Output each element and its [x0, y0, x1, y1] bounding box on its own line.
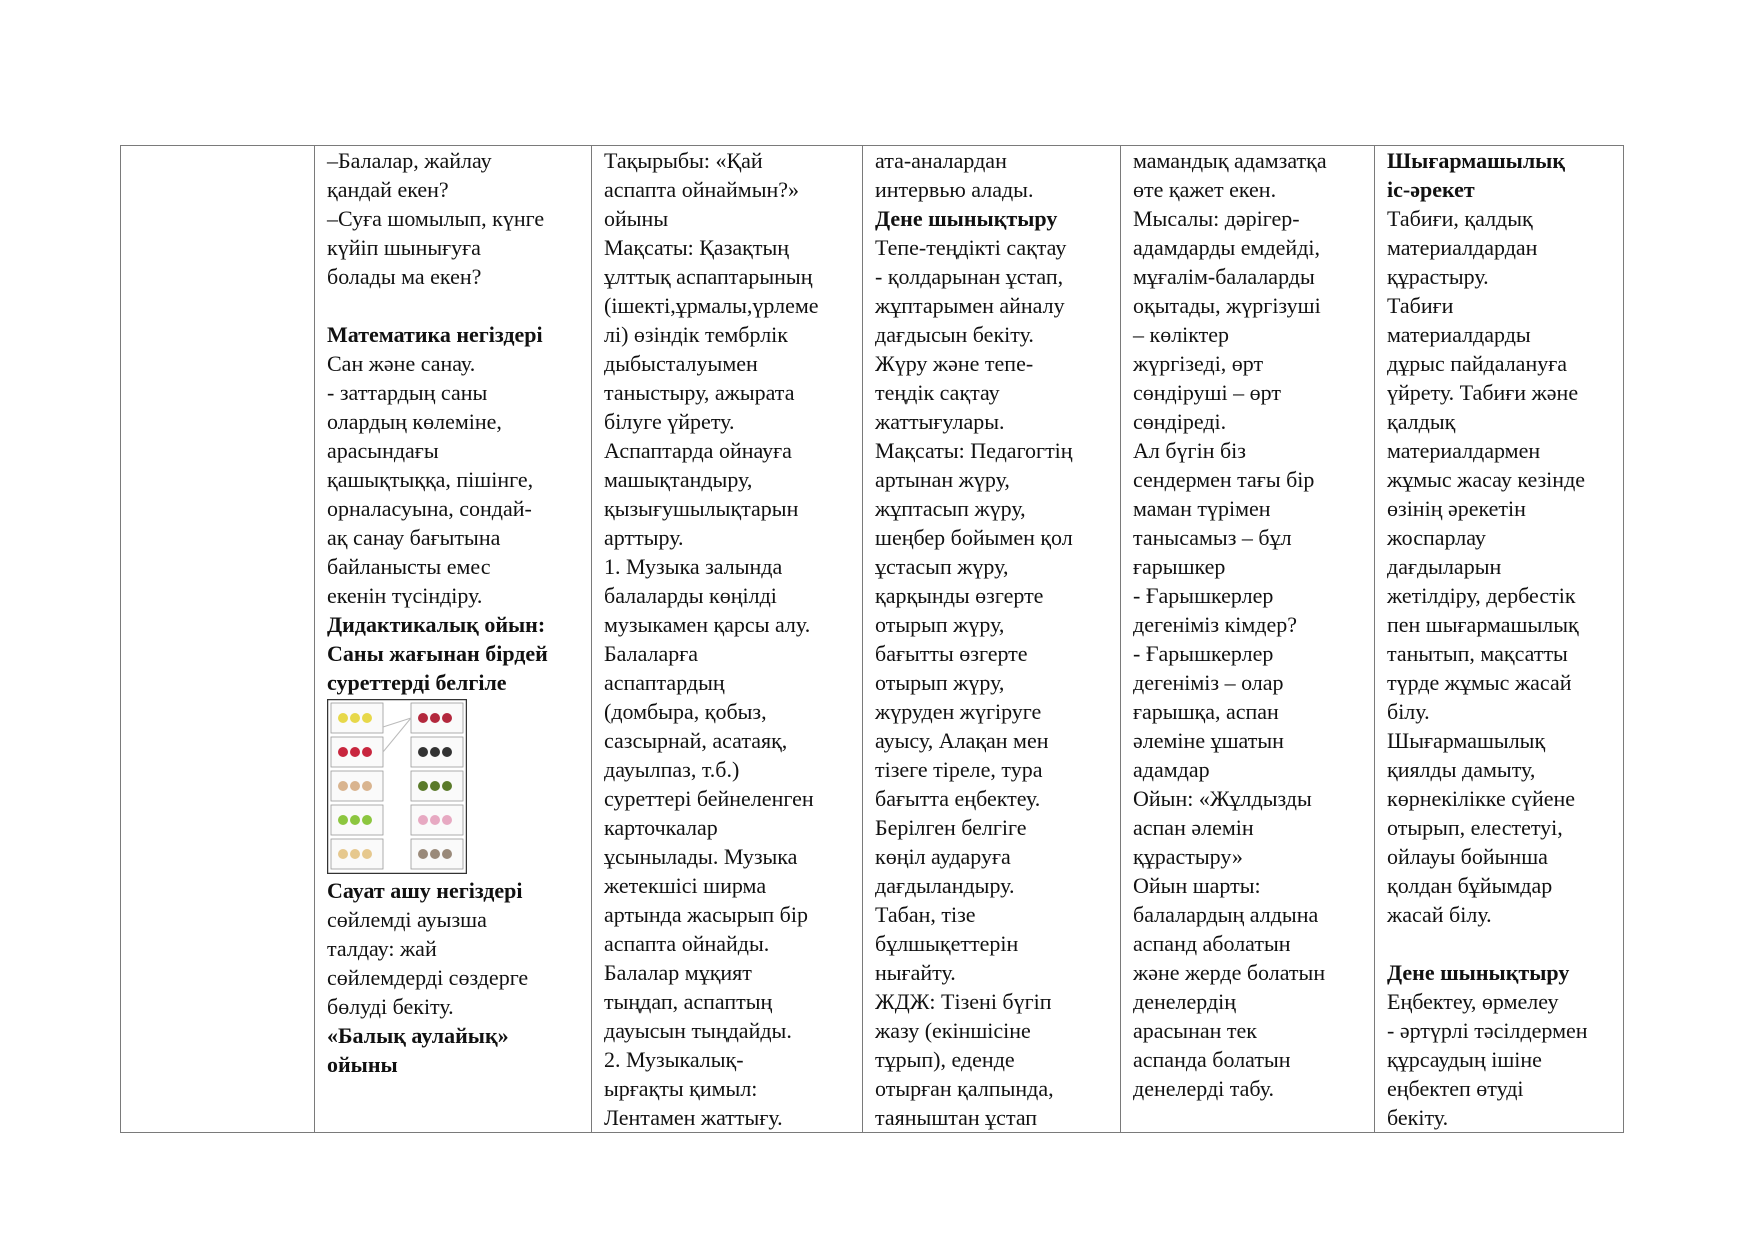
- text-line: Дидактикалық ойын:: [327, 612, 546, 637]
- text-line: жетекшісі ширма: [604, 873, 767, 898]
- text-line: іс-әрекет: [1387, 177, 1475, 202]
- text-line: суреттерді белгіле: [327, 670, 507, 695]
- text-line: ұстасып жүру,: [875, 554, 1009, 579]
- text-line: Дене шынықтыру: [1387, 960, 1570, 985]
- text-line: жоспарлау: [1387, 525, 1486, 550]
- text-line: оқытады, жүргізуші: [1133, 293, 1321, 318]
- text-line: музыкамен қарсы алу.: [604, 612, 811, 637]
- text-line: отырып жүру,: [875, 670, 1005, 695]
- text-line: құрастыру»: [1133, 844, 1243, 869]
- text-line: дегеніміз – олар: [1133, 670, 1284, 695]
- text-line: балалардың алдына: [1133, 902, 1319, 927]
- text-line: отырып, елестетуі,: [1387, 815, 1563, 840]
- text-line: дегеніміз кімдер?: [1133, 612, 1298, 637]
- text-line: нығайту.: [875, 960, 956, 985]
- text-line: болады ма екен?: [327, 264, 482, 289]
- text-line: Табан, тізе: [875, 902, 976, 927]
- text-line: ұлттық аспаптарының: [604, 264, 813, 289]
- text-line: жүруден жүгіруге: [875, 699, 1042, 724]
- text-line: жазу (екіншісіне: [875, 1018, 1031, 1043]
- text-line: жетілдіру, дербестік: [1387, 583, 1576, 608]
- text-line: теңдік сақтау: [875, 380, 1000, 405]
- text-line: (ішекті,ұрмалы,үрлеме: [604, 293, 819, 318]
- text-line: (домбыра, қобыз,: [604, 699, 767, 724]
- text-line: ойыны: [327, 1052, 398, 1077]
- text-line: ғарышқа, аспан: [1133, 699, 1279, 724]
- text-line: бағытты өзгерте: [875, 641, 1028, 666]
- text-line: Шығармашылық: [1387, 728, 1546, 753]
- text-line: Ойын шарты:: [1133, 873, 1261, 898]
- text-line: жаттығулары.: [875, 409, 1005, 434]
- text-line: 2. Музыкалық-: [604, 1047, 744, 1072]
- text-line: еңбектеп өтуді: [1387, 1076, 1524, 1101]
- text-line: аспанд аболатын: [1133, 931, 1291, 956]
- text-line: сазсырнай, асатаяқ,: [604, 728, 788, 753]
- text-line: байланысты емес: [327, 554, 491, 579]
- text-line: карточкалар: [604, 815, 718, 840]
- text-line: Мысалы: дәрігер-: [1133, 206, 1300, 231]
- text-line: Аспаптарда ойнауға: [604, 438, 792, 463]
- table-row: [121, 146, 1624, 1133]
- text-line: таныстыру, ажырата: [604, 380, 795, 405]
- text-line: арасындағы: [327, 438, 439, 463]
- text-line: денелерді табу.: [1133, 1076, 1275, 1101]
- text-line: өзінің әрекетін: [1387, 496, 1526, 521]
- text-line: ойлауы бойынша: [1387, 844, 1548, 869]
- text-line: 1. Музыка залында: [604, 554, 783, 579]
- text-line: лі) өзіндік тембрлік: [604, 322, 788, 347]
- text-line: арттыру.: [604, 525, 684, 550]
- text-line: Дене шынықтыру: [875, 206, 1058, 231]
- text-line: жүргізеді, өрт: [1133, 351, 1264, 376]
- text-line: материалдарды: [1387, 322, 1531, 347]
- text-line: әлеміне ұшатын: [1133, 728, 1284, 753]
- text-line: ойыны: [604, 206, 669, 231]
- text-line: бекіту.: [1387, 1105, 1449, 1130]
- text-line: күйіп шынығуға: [327, 235, 481, 260]
- text-line: ата-аналардан: [875, 148, 1007, 173]
- text-line: құрсаудың ішіне: [1387, 1047, 1542, 1072]
- text-line: бағытта еңбектеу.: [875, 786, 1041, 811]
- lesson-plan-table: [120, 145, 1624, 1133]
- text-line: сөйлемді ауызша: [327, 907, 487, 932]
- text-line: Балалар мұқият: [604, 960, 752, 985]
- text-line: көңіл аударуға: [875, 844, 1011, 869]
- text-line: және жерде болатын: [1133, 960, 1326, 985]
- text-line: ұсынылады. Музыка: [604, 844, 798, 869]
- text-line: құрастыру.: [1387, 264, 1489, 289]
- text-line: дұрыс пайдалануға: [1387, 351, 1568, 376]
- text-line: Мақсаты: Педагогтің: [875, 438, 1073, 463]
- matching-cards-image: [327, 699, 467, 874]
- text-line: үйрету. Табиғи және: [1387, 380, 1579, 405]
- text-line: қарқынды өзгерте: [875, 583, 1044, 608]
- text-line: дағдыларын: [1387, 554, 1502, 579]
- text-line: Сауат ашу негіздері: [327, 878, 523, 903]
- text-line: бұлшықеттерін: [875, 931, 1019, 956]
- text-line: дыбысталуымен: [604, 351, 758, 376]
- text-line: жұмыс жасау кезінде: [1387, 467, 1586, 492]
- text-line: сендермен тағы бір: [1133, 467, 1315, 492]
- text-line: адамдар: [1133, 757, 1210, 782]
- text-line: материалдардан: [1387, 235, 1538, 260]
- text-line: жасай білу.: [1387, 902, 1492, 927]
- text-line: –Балалар, жайлау: [327, 148, 492, 173]
- text-line: орналасуына, сондай-: [327, 496, 532, 521]
- text-line: қызығушылықтарын: [604, 496, 799, 521]
- text-line: білуге үйрету.: [604, 409, 735, 434]
- table-cell-music: [592, 146, 863, 1133]
- text-line: Балаларға: [604, 641, 699, 666]
- text-line: - әртүрлі тәсілдермен: [1387, 1018, 1588, 1043]
- text-line: аспапта ойнаймын?»: [604, 177, 800, 202]
- text-line: суреттері бейнеленген: [604, 786, 814, 811]
- text-line: тұрып), еденде: [875, 1047, 1015, 1072]
- text-line: денелердің: [1133, 989, 1237, 1014]
- text-line: тізеге тіреле, тура: [875, 757, 1043, 782]
- text-line: шеңбер бойымен қол: [875, 525, 1073, 550]
- text-line: Саны жағынан бірдей: [327, 641, 548, 666]
- text-line: ғарышкер: [1133, 554, 1226, 579]
- text-line: қандай екен?: [327, 177, 449, 202]
- text-line: Жүру және тепе-: [875, 351, 1034, 376]
- text-line: өте қажет екен.: [1133, 177, 1277, 202]
- table-cell-professions-game: [1121, 146, 1375, 1133]
- text-line: артынан жүру,: [875, 467, 1010, 492]
- text-line: интервью алады.: [875, 177, 1034, 202]
- table-cell-creative-activity: [1375, 146, 1624, 1133]
- text-line: Шығармашылық: [1387, 148, 1566, 173]
- text-line: дағдыландыру.: [875, 873, 1015, 898]
- text-line: аспапта ойнайды.: [604, 931, 770, 956]
- text-line: ырғақты қимыл:: [604, 1076, 758, 1101]
- text-line: танысамыз – бұл: [1133, 525, 1292, 550]
- text-line: отырып жүру,: [875, 612, 1005, 637]
- text-line: мұғалім-балаларды: [1133, 264, 1315, 289]
- text-line: артында жасырып бір: [604, 902, 808, 927]
- text-line: - Ғарышкерлер: [1133, 583, 1274, 608]
- text-line: –Суға шомылып, күнге: [327, 206, 545, 231]
- text-line: дауысын тыңдайды.: [604, 1018, 792, 1043]
- text-line: Тепе-теңдікті сақтау: [875, 235, 1067, 260]
- text-line: тыңдап, аспаптың: [604, 989, 773, 1014]
- text-line: пен шығармашылық: [1387, 612, 1579, 637]
- text-line: сөйлемдерді сөздерге: [327, 965, 529, 990]
- text-line: адамдарды емдейді,: [1133, 235, 1321, 260]
- text-line: Табиғи: [1387, 293, 1454, 318]
- text-line: ЖДЖ: Тізені бүгіп: [875, 989, 1052, 1014]
- text-line: қиялды дамыту,: [1387, 757, 1536, 782]
- text-line: Сан және санау.: [327, 351, 476, 376]
- text-line: Еңбектеу, өрмелеу: [1387, 989, 1559, 1014]
- text-line: екенін түсіндіру.: [327, 583, 483, 608]
- text-line: сөндіреді.: [1133, 409, 1227, 434]
- text-line: қолдан бұйымдар: [1387, 873, 1553, 898]
- text-line: Мақсаты: Қазақтың: [604, 235, 790, 260]
- text-line: маман түрімен: [1133, 496, 1271, 521]
- text-line: бөлуді бекіту.: [327, 994, 454, 1019]
- text-line: білу.: [1387, 699, 1430, 724]
- text-line: «Балық аулайық»: [327, 1023, 509, 1048]
- text-line: дағдысын бекіту.: [875, 322, 1034, 347]
- text-line: олардың көлеміне,: [327, 409, 502, 434]
- text-line: талдау: жай: [327, 936, 437, 961]
- text-line: жұптарымен айналу: [875, 293, 1065, 318]
- text-line: аспан әлемін: [1133, 815, 1254, 840]
- text-line: машықтандыру,: [604, 467, 753, 492]
- text-line: - Ғарышкерлер: [1133, 641, 1274, 666]
- text-line: көрнекілікке сүйене: [1387, 786, 1576, 811]
- text-line: таяныштан ұстап: [875, 1105, 1038, 1130]
- text-line: [327, 291, 581, 320]
- table-cell-math-literacy: [315, 146, 592, 1133]
- text-line: балаларды көңілді: [604, 583, 777, 608]
- text-line: қашықтыққа, пішінге,: [327, 467, 534, 492]
- text-line: мамандық адамзатқа: [1133, 148, 1327, 173]
- text-line: сөндіруші – өрт: [1133, 380, 1281, 405]
- text-line: Табиғи, қалдық: [1387, 206, 1533, 231]
- text-line: аспаптардың: [604, 670, 725, 695]
- text-line: отырған қалпында,: [875, 1076, 1054, 1101]
- text-line: Математика негіздері: [327, 322, 543, 347]
- text-line: - қолдарынан ұстап,: [875, 264, 1064, 289]
- text-line: ақ санау бағытына: [327, 525, 501, 550]
- text-line: – көліктер: [1133, 322, 1230, 347]
- text-line: материалдармен: [1387, 438, 1541, 463]
- text-line: қалдық: [1387, 409, 1456, 434]
- text-line: дауылпаз, т.б.): [604, 757, 740, 782]
- text-line: ауысу, Алақан мен: [875, 728, 1049, 753]
- text-line: арасынан тек: [1133, 1018, 1257, 1043]
- text-line: түрде жұмыс жасай: [1387, 670, 1572, 695]
- text-line: Берілген белгіге: [875, 815, 1027, 840]
- text-line: танытып, мақсатты: [1387, 641, 1568, 666]
- table-cell-empty: [121, 146, 315, 1133]
- text-line: [1387, 929, 1613, 958]
- text-line: - заттардың саны: [327, 380, 488, 405]
- table-cell-physical-education: [863, 146, 1121, 1133]
- text-line: Лентамен жаттығу.: [604, 1105, 783, 1130]
- text-line: Тақырыбы: «Қай: [604, 148, 763, 173]
- text-line: Ойын: «Жұлдызды: [1133, 786, 1312, 811]
- text-line: жұптасып жүру,: [875, 496, 1026, 521]
- text-line: аспанда болатын: [1133, 1047, 1291, 1072]
- text-line: Ал бүгін біз: [1133, 438, 1246, 463]
